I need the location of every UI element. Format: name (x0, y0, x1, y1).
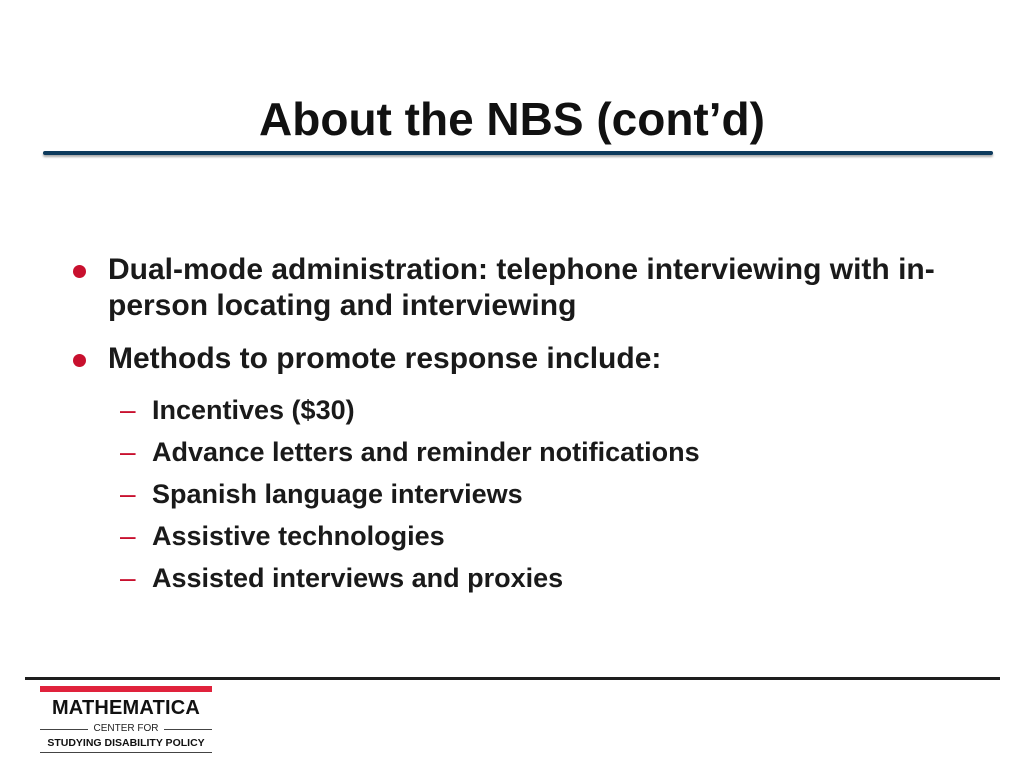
dash-icon: – (120, 478, 136, 509)
logo-name: MATHEMATICA (51, 697, 201, 719)
logo-rule-bottom (40, 752, 212, 753)
sub-bullet-text: Incentives ($30) (152, 395, 355, 425)
sub-bullet-spanish (120, 478, 940, 518)
dash-icon: – (120, 520, 136, 551)
bullet-text: Methods to promote response include: (108, 342, 662, 375)
dash-icon: – (120, 394, 136, 425)
dash-icon: – (120, 436, 136, 467)
sub-bullet-proxies (120, 562, 940, 602)
bullet-text: Dual-mode administration: telephone interviewing with in-person locating and interviewing (108, 253, 935, 322)
sub-bullet-text: Advance letters and reminder notifications (152, 437, 700, 467)
logo-center-for: CENTER FOR (93, 723, 159, 734)
bullet-dot-icon (73, 265, 86, 278)
sub-bullet-text: Assisted interviews and proxies (152, 563, 564, 593)
sub-bullet-assistive (120, 520, 940, 560)
sub-bullet-advance-letters (120, 436, 940, 476)
logo-center-row (40, 722, 212, 736)
logo-red-bar (40, 686, 212, 692)
title-underline (43, 151, 993, 155)
dash-icon: – (120, 562, 136, 593)
slide-title: About the NBS (cont’d) (259, 93, 765, 145)
logo-subtitle: STUDYING DISABILITY POLICY (47, 737, 205, 749)
sub-bullet-text: Spanish language interviews (152, 479, 523, 509)
sub-bullet-incentives (120, 394, 940, 434)
footer-divider (25, 677, 1000, 680)
mathematica-logo (40, 686, 212, 758)
sub-bullet-text: Assistive technologies (152, 521, 445, 551)
bullet-dot-icon (73, 354, 86, 367)
logo-rule-right (164, 729, 212, 730)
